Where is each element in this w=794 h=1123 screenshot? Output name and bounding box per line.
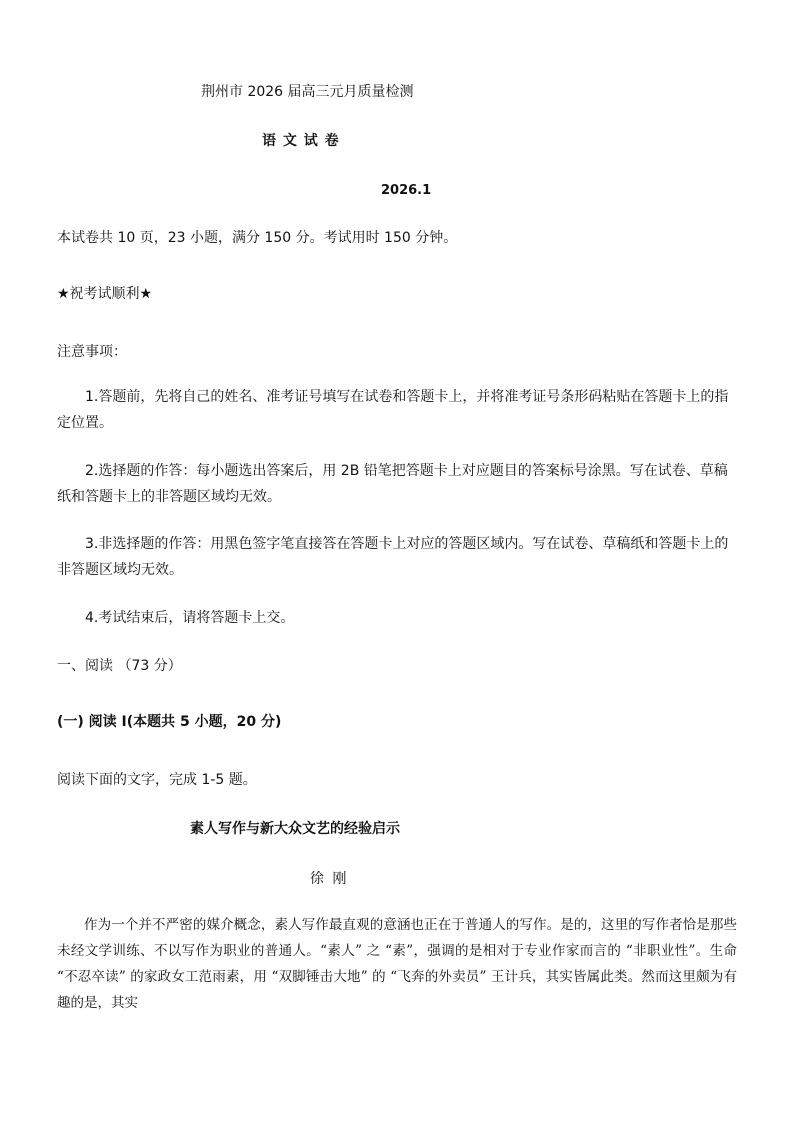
reading-instruction: 阅读下面的文字，完成 1-5 题。: [57, 772, 257, 788]
exam-title: 荆州市 2026 届高三元月质量检测: [201, 84, 414, 100]
note-item: 2.选择题的作答：每小题选出答案后，用 2B 铅笔把答题卡上对应题目的答案标号涂黑。写在试卷、草稿纸和答题卡上的非答题区域均无效。: [57, 463, 728, 505]
exam-info: 本试卷共 10 页，23 小题，满分 150 分。考试用时 150 分钟。: [57, 230, 458, 246]
article-paragraph: 作为一个并不严密的媒介概念，素人写作最直观的意涵也正在于普通人的写作。是的，这里的写作者恰是那些未经文学训练、不以写作为职业的普通人。“素人” 之 “素”，强调的是相对于专业作家而言的 “非职业性”。生命 “不忍卒读” 的家政女工范雨素，用 “双脚锤击大地” 的 “飞奔的外卖员” 王计兵，其实皆属此类。然而这里颇为有趣的是，其实: [57, 917, 737, 1011]
note-item: 3.非选择题的作答：用黑色签字笔直接答在答题卡上对应的答题区域内。写在试卷、草稿纸和答题卡上的非答题区域均无效。: [57, 536, 729, 578]
note-item: 4.考试结束后，请将答题卡上交。: [85, 610, 295, 626]
article-title: 素人写作与新大众文艺的经验启示: [190, 821, 400, 837]
exam-date: 2026.1: [381, 183, 432, 198]
article-author: 徐 刚: [310, 871, 349, 887]
good-luck-line: ★祝考试顺利★: [57, 286, 153, 302]
note-item: 1.答题前，先将自己的姓名、准考证号填写在试卷和答题卡上，并将准考证号条形码粘贴在答题卡上的指定位置。: [57, 389, 729, 431]
section-title: 一、阅读 （73 分）: [57, 658, 182, 674]
subject-title: 语 文 试 卷: [262, 133, 340, 149]
notes-heading: 注意事项：: [57, 344, 127, 360]
section-subtitle: (一) 阅读 Ⅰ(本题共 5 小题，20 分): [57, 714, 282, 730]
